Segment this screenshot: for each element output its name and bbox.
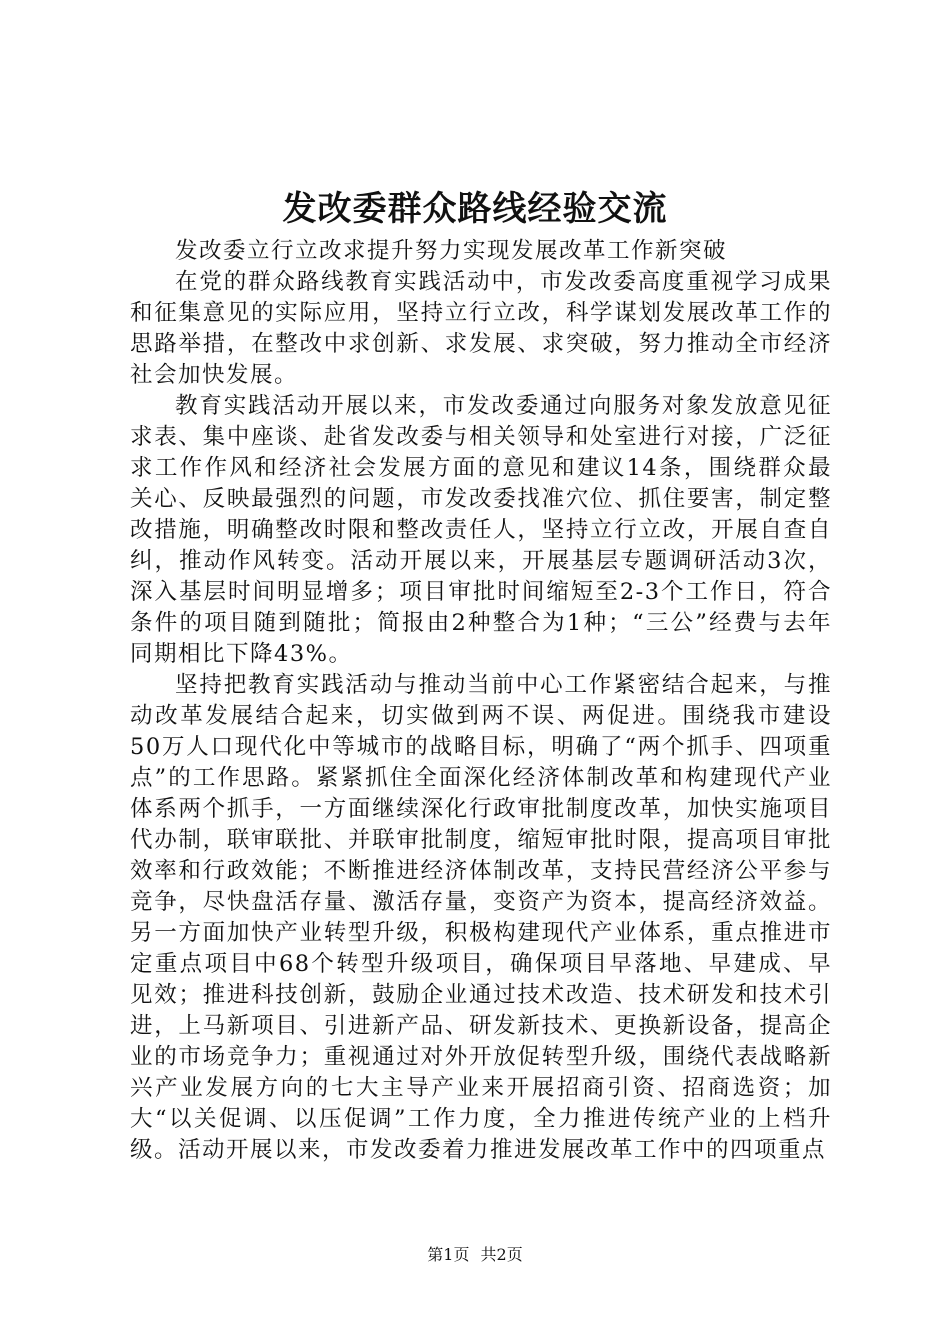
document-title: 发改委群众路线经验交流 <box>282 189 668 229</box>
page-total: 共2页 <box>480 1245 523 1264</box>
paragraph-3: 坚持把教育实践活动与推动当前中心工作紧密结合起来，与推动改革发展结合起来，切实做到两不误、两促进。围绕我市建设50万人口现代化中等城市的战略目标，明确了“两个抓手、四项重点”的工作思路。紧紧抓住全面深化经济体制改革和构建现代产业体系两个抓手，一方面继续深化行政审批制度改革，加快实施项目代办制，联审联批、并联审批制度，缩短审批时限，提高项目审批效率和行政效能；不断推进经济体制改革，支持民营经济公平参与竞争，尽快盘活存量、激活存量，变资产为资本，提高经济效益。另一方面加快产业转型升级，积极构建现代产业体系，重点推进市定重点项目中68个转型升级项目，确保项目早落地、早建成、早见效；推进科技创新，鼓励企业通过技术改造、技术研发和技术引进，上马新项目、引进新产品、研发新技术、更换新设备，提高企业的市场竞争力；重视通过对外开放促转型升级，围绕代表战略新兴产业发展方向的七大主导产业来开展招商引资、招商选资；加大“以关促调、以压促调”工作力度，全力推进传统产业的上档升级。活动开展以来，市发改委着力推进发展改革工作中的四项重点 <box>130 672 832 1163</box>
paragraph-2: 教育实践活动开展以来，市发改委通过向服务对象发放意见征求表、集中座谈、赴省发改委与相关领导和处室进行对接，广泛征求工作作风和经济社会发展方面的意见和建议14条，围绕群众最关心、反映最强烈的问题，市发改委找准穴位、抓住要害，制定整改措施，明确整改时限和整改责任人，坚持立行立改，开展自查自纠，推动作风转变。活动开展以来，开展基层专题调研活动3次，深入基层时间明显增多；项目审批时间缩短至2-3个工作日，符合条件的项目随到随批；简报由2种整合为1种；“三公”经费与去年同期相比下降43%。 <box>130 393 832 667</box>
paragraph-1: 在党的群众路线教育实践活动中，市发改委高度重视学习成果和征集意见的实际应用，坚持立行立改，科学谋划发展改革工作的思路举措，在整改中求创新、求发展、求突破，努力推动全市经济社会加快发展。 <box>130 269 832 388</box>
page-number: 第1页 <box>427 1245 470 1264</box>
page-footer <box>0 1244 950 1266</box>
document-body <box>130 236 832 1166</box>
document-subtitle: 发改委立行立改求提升努力实现发展改革工作新突破 <box>175 238 728 264</box>
